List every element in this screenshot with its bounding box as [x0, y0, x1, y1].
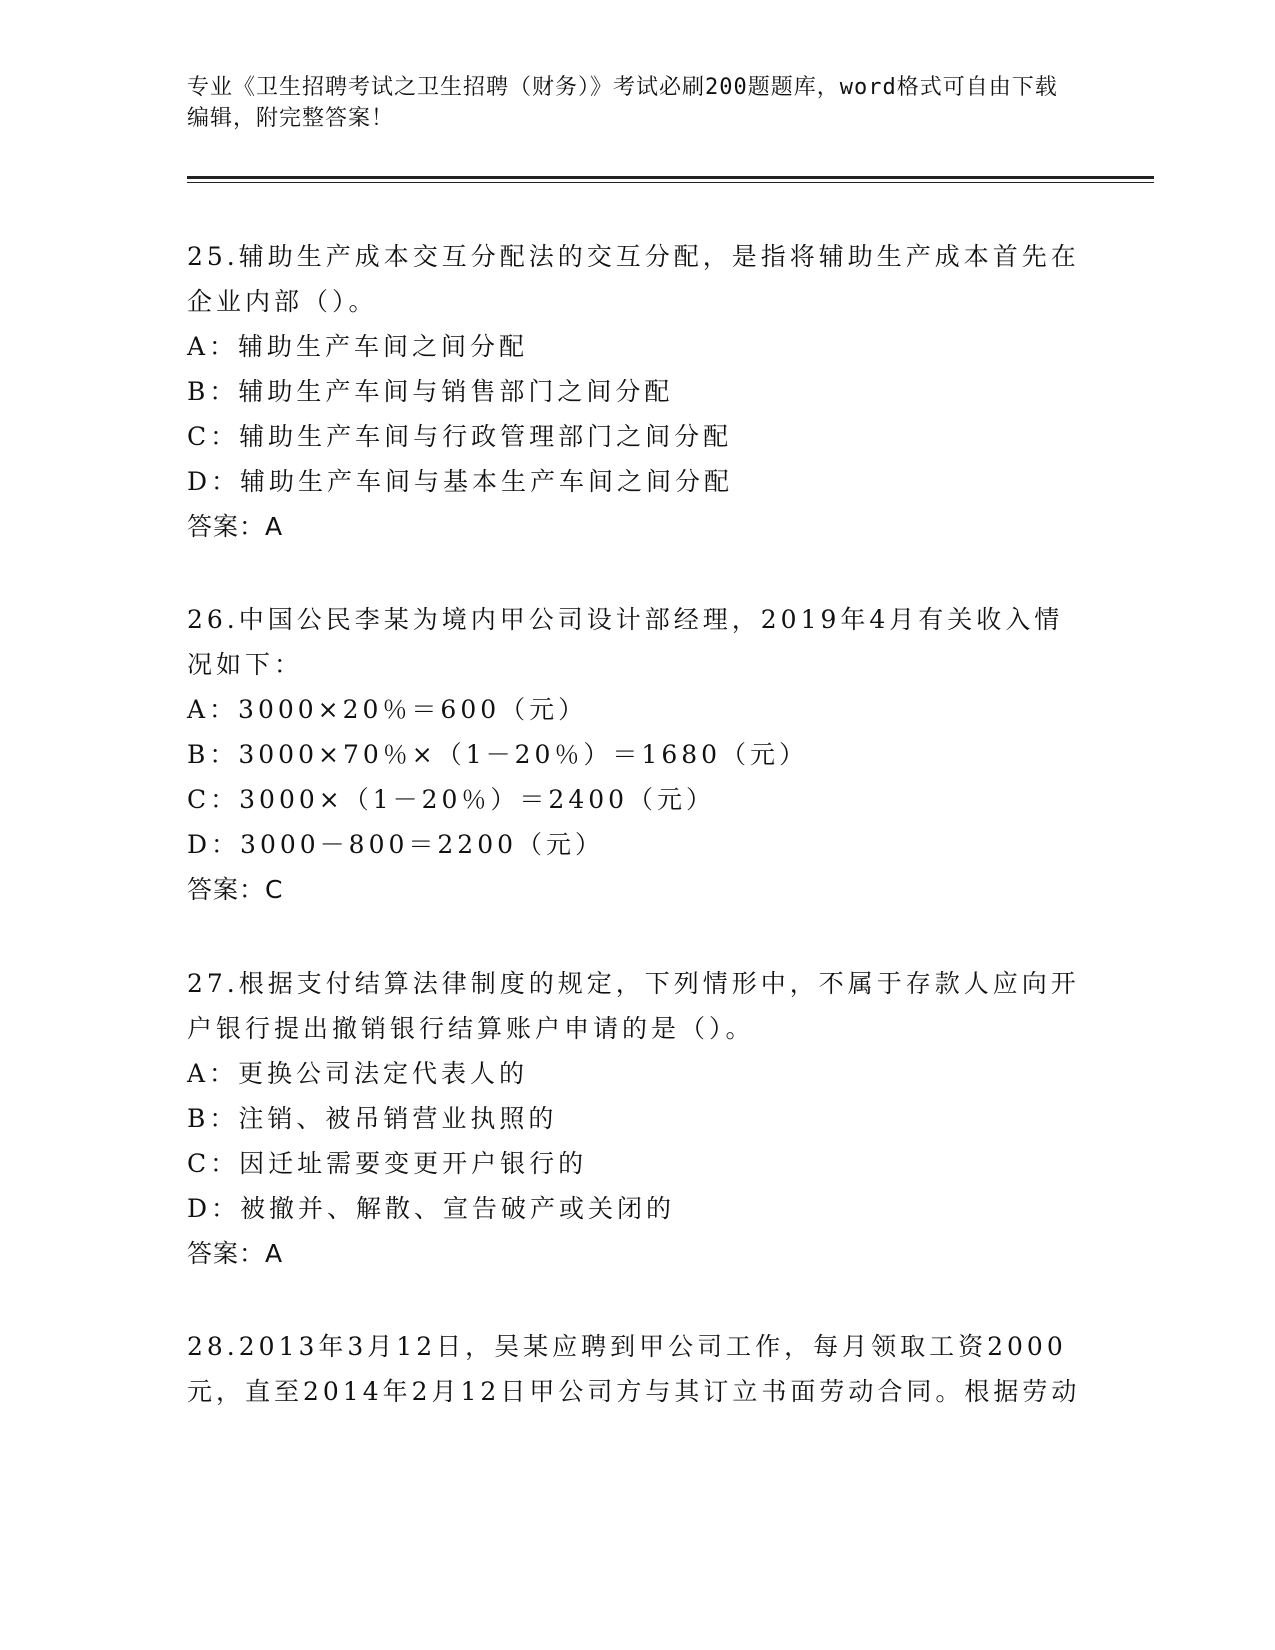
question-25 [187, 234, 1087, 549]
option-c: C：因迁址需要变更开户银行的 [187, 1149, 588, 1178]
question-stem: 27.根据支付结算法律制度的规定，下列情形中，不属于存款人应向开户银行提出撤销银行结算账户申请的是（）。 [187, 969, 1080, 1043]
option-c: C：辅助生产车间与行政管理部门之间分配 [187, 422, 733, 451]
header-divider-thin [187, 182, 1154, 183]
option-a: A：3000×20％＝600（元） [187, 695, 588, 724]
option-d: D：被撤并、解散、宣告破产或关闭的 [187, 1194, 676, 1223]
option-d: D：3000－800＝2200（元） [187, 830, 605, 859]
question-28 [187, 1324, 1087, 1414]
option-b: B：3000×70％×（1－20％）＝1680（元） [187, 740, 809, 769]
answer-line: 答案：C [187, 875, 284, 904]
option-a: A：辅助生产车间之间分配 [187, 332, 529, 361]
answer-line: 答案：A [187, 1239, 284, 1268]
answer-line: 答案：A [187, 512, 284, 541]
question-26 [187, 597, 1087, 912]
question-27 [187, 961, 1087, 1276]
header-divider-thick [187, 176, 1154, 179]
option-a: A：更换公司法定代表人的 [187, 1059, 529, 1088]
option-c: C：3000×（1－20％）＝2400（元） [187, 785, 716, 814]
option-b: B：辅助生产车间与销售部门之间分配 [187, 377, 674, 406]
document-header: 专业《卫生招聘考试之卫生招聘（财务）》考试必刷200题题库，word格式可自由下载编辑，附完整答案！ [187, 75, 1058, 131]
question-stem: 25.辅助生产成本交互分配法的交互分配，是指将辅助生产成本首先在企业内部（）。 [187, 242, 1080, 316]
question-stem: 26.中国公民李某为境内甲公司设计部经理，2019年4月有关收入情况如下： [187, 605, 1064, 679]
option-b: B：注销、被吊销营业执照的 [187, 1104, 558, 1133]
question-stem: 28.2013年3月12日，吴某应聘到甲公司工作，每月领取工资2000元，直至2014年2月12日甲公司方与其订立书面劳动合同。根据劳动 [187, 1332, 1081, 1406]
option-d: D：辅助生产车间与基本生产车间之间分配 [187, 467, 734, 496]
